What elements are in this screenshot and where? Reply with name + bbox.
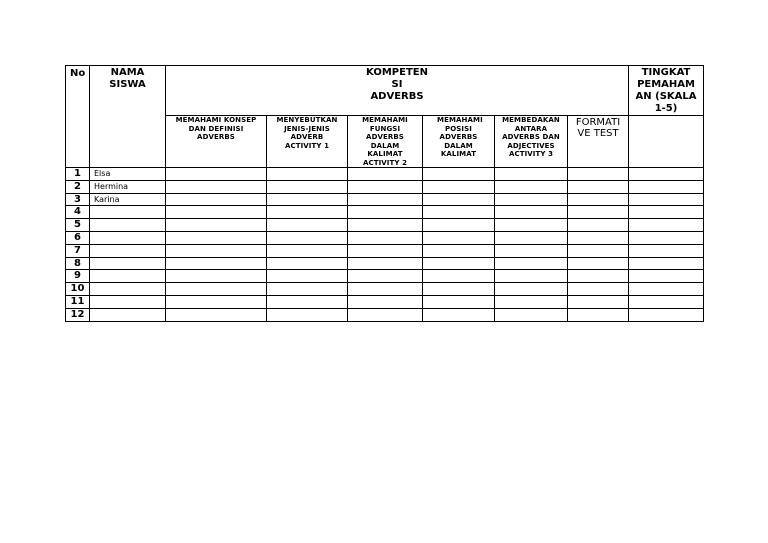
score-cell[interactable] xyxy=(629,244,704,257)
score-cell[interactable] xyxy=(495,231,568,244)
score-cell[interactable] xyxy=(166,180,267,193)
table-row xyxy=(66,283,704,296)
score-cell[interactable] xyxy=(423,295,495,308)
score-cell[interactable] xyxy=(166,295,267,308)
header-kompetensi-line-2: SI xyxy=(391,79,403,90)
score-cell[interactable] xyxy=(568,244,629,257)
row-number: 1 xyxy=(66,168,90,181)
row-number: 10 xyxy=(66,283,90,296)
score-cell[interactable] xyxy=(629,193,704,206)
row-number: 4 xyxy=(66,206,90,219)
score-cell[interactable] xyxy=(166,168,267,181)
score-cell[interactable] xyxy=(423,257,495,270)
subheader-tingkat-empty xyxy=(629,116,704,168)
score-cell[interactable] xyxy=(166,283,267,296)
score-cell[interactable] xyxy=(495,219,568,232)
score-cell[interactable] xyxy=(348,206,423,219)
row-number: 9 xyxy=(66,270,90,283)
student-name xyxy=(90,283,166,296)
table-row xyxy=(66,231,704,244)
table-row xyxy=(66,244,704,257)
score-cell[interactable] xyxy=(423,244,495,257)
assessment-table xyxy=(65,65,704,322)
score-cell[interactable] xyxy=(348,231,423,244)
student-name xyxy=(90,270,166,283)
table-row xyxy=(66,193,704,206)
student-name xyxy=(90,308,166,321)
score-cell[interactable] xyxy=(423,206,495,219)
header-kompetensi-line-1: KOMPETEN xyxy=(366,67,428,78)
score-cell[interactable] xyxy=(423,270,495,283)
score-cell[interactable] xyxy=(568,308,629,321)
subheader-posisi: MEMAHAMI POSISI ADVERBS DALAM KALIMAT xyxy=(423,116,495,168)
student-name xyxy=(90,206,166,219)
score-cell[interactable] xyxy=(629,295,704,308)
score-cell[interactable] xyxy=(348,283,423,296)
score-cell[interactable] xyxy=(629,283,704,296)
score-cell[interactable] xyxy=(348,295,423,308)
score-cell[interactable] xyxy=(166,270,267,283)
student-name xyxy=(90,295,166,308)
score-cell[interactable] xyxy=(495,257,568,270)
row-number: 8 xyxy=(66,257,90,270)
row-number: 2 xyxy=(66,180,90,193)
table-row xyxy=(66,219,704,232)
student-name: Karina xyxy=(90,193,166,206)
score-cell[interactable] xyxy=(495,295,568,308)
table-row xyxy=(66,308,704,321)
student-name xyxy=(90,231,166,244)
header-tingkat-pemahaman: TINGKAT PEMAHAM AN (SKALA 1-5) xyxy=(629,66,704,116)
score-cell[interactable] xyxy=(348,270,423,283)
header-kompetensi xyxy=(166,66,629,116)
score-cell[interactable] xyxy=(267,206,348,219)
score-cell[interactable] xyxy=(568,219,629,232)
header-nama-siswa: NAMA SISWA xyxy=(90,66,166,168)
score-cell[interactable] xyxy=(495,168,568,181)
score-cell[interactable] xyxy=(629,219,704,232)
row-number: 5 xyxy=(66,219,90,232)
score-cell[interactable] xyxy=(423,168,495,181)
subheader-formative-test: FORMATI VE TEST xyxy=(568,116,629,168)
row-number: 6 xyxy=(66,231,90,244)
student-name xyxy=(90,244,166,257)
score-cell[interactable] xyxy=(568,168,629,181)
score-cell[interactable] xyxy=(267,283,348,296)
table-row xyxy=(66,168,704,181)
score-cell[interactable] xyxy=(495,244,568,257)
score-cell[interactable] xyxy=(348,257,423,270)
subheader-membedakan: MEMBEDAKAN ANTARA ADVERBS DAN ADJECTIVES ACTIVITY 3 xyxy=(495,116,568,168)
table-row xyxy=(66,270,704,283)
score-cell[interactable] xyxy=(423,308,495,321)
score-cell[interactable] xyxy=(423,231,495,244)
subheader-konsep: MEMAHAMI KONSEP DAN DEFINISI ADVERBS xyxy=(166,116,267,168)
score-cell[interactable] xyxy=(629,257,704,270)
score-cell[interactable] xyxy=(629,231,704,244)
score-cell[interactable] xyxy=(267,308,348,321)
score-cell[interactable] xyxy=(267,257,348,270)
score-cell[interactable] xyxy=(629,168,704,181)
score-cell[interactable] xyxy=(568,193,629,206)
score-cell[interactable] xyxy=(423,219,495,232)
score-cell[interactable] xyxy=(423,180,495,193)
score-cell[interactable] xyxy=(629,180,704,193)
score-cell[interactable] xyxy=(629,308,704,321)
score-cell[interactable] xyxy=(348,168,423,181)
score-cell[interactable] xyxy=(568,283,629,296)
row-number: 7 xyxy=(66,244,90,257)
score-cell[interactable] xyxy=(267,270,348,283)
table-row xyxy=(66,257,704,270)
row-number: 12 xyxy=(66,308,90,321)
student-name xyxy=(90,219,166,232)
score-cell[interactable] xyxy=(267,244,348,257)
score-cell[interactable] xyxy=(267,193,348,206)
score-cell[interactable] xyxy=(495,206,568,219)
score-cell[interactable] xyxy=(348,244,423,257)
score-cell[interactable] xyxy=(267,295,348,308)
score-cell[interactable] xyxy=(348,219,423,232)
score-cell[interactable] xyxy=(568,206,629,219)
score-cell[interactable] xyxy=(568,270,629,283)
score-cell[interactable] xyxy=(568,180,629,193)
student-name: Hermina xyxy=(90,180,166,193)
score-cell[interactable] xyxy=(423,283,495,296)
score-cell[interactable] xyxy=(166,206,267,219)
score-cell[interactable] xyxy=(348,180,423,193)
score-cell[interactable] xyxy=(267,231,348,244)
score-cell[interactable] xyxy=(166,308,267,321)
student-name xyxy=(90,257,166,270)
score-cell[interactable] xyxy=(495,308,568,321)
score-cell[interactable] xyxy=(166,257,267,270)
score-cell[interactable] xyxy=(166,244,267,257)
subheader-jenis: MENYEBUTKAN JENIS-JENIS ADVERB ACTIVITY 1 xyxy=(267,116,348,168)
score-cell[interactable] xyxy=(267,180,348,193)
score-cell[interactable] xyxy=(348,308,423,321)
header-kompetensi-line-3: ADVERBS xyxy=(370,91,424,102)
student-name: Elsa xyxy=(90,168,166,181)
score-cell[interactable] xyxy=(629,206,704,219)
score-cell[interactable] xyxy=(423,193,495,206)
score-cell[interactable] xyxy=(495,270,568,283)
score-cell[interactable] xyxy=(629,270,704,283)
table-row xyxy=(66,206,704,219)
row-number: 3 xyxy=(66,193,90,206)
score-cell[interactable] xyxy=(495,193,568,206)
score-cell[interactable] xyxy=(495,180,568,193)
score-cell[interactable] xyxy=(495,283,568,296)
table-row xyxy=(66,180,704,193)
table-row xyxy=(66,295,704,308)
score-cell[interactable] xyxy=(568,231,629,244)
score-cell[interactable] xyxy=(267,219,348,232)
subheader-fungsi: MEMAHAMI FUNGSI ADVERBS DALAM KALIMAT ACTIVITY 2 xyxy=(348,116,423,168)
score-cell[interactable] xyxy=(568,257,629,270)
score-cell[interactable] xyxy=(166,231,267,244)
row-number: 11 xyxy=(66,295,90,308)
header-no: No xyxy=(66,66,90,168)
score-cell[interactable] xyxy=(166,193,267,206)
score-cell[interactable] xyxy=(166,219,267,232)
score-cell[interactable] xyxy=(568,295,629,308)
score-cell[interactable] xyxy=(348,193,423,206)
score-cell[interactable] xyxy=(267,168,348,181)
